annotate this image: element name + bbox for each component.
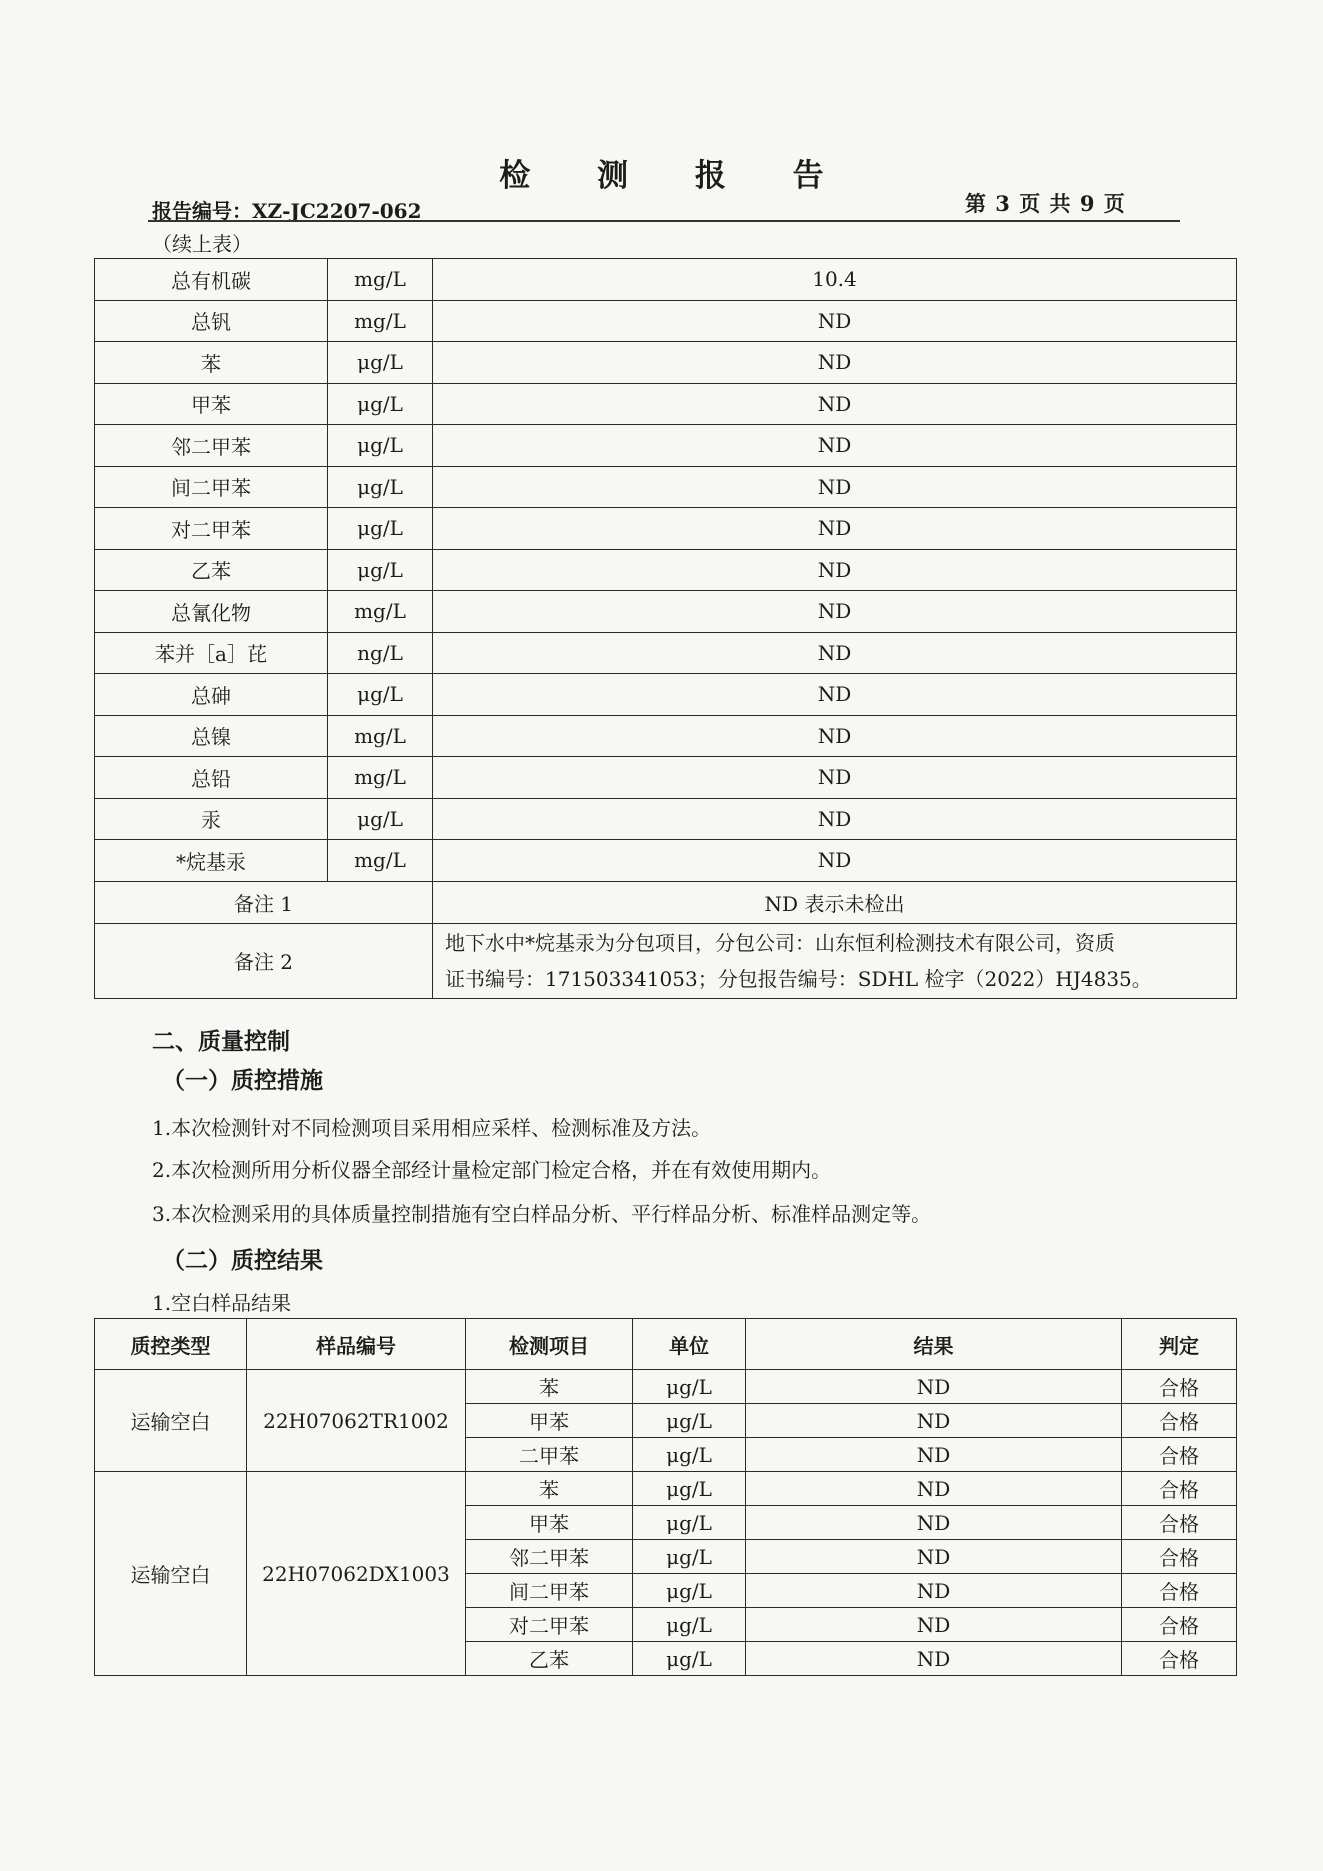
measure-3: 3.本次检测采用的具体质量控制措施有空白样品分析、平行样品分析、标准样品测定等。 <box>152 1202 932 1226</box>
result-cell: ND <box>433 632 1237 674</box>
page-number: 第 3 页 共 9 页 <box>965 191 1126 216</box>
item-cell: 邻二甲苯 <box>95 425 328 467</box>
result-cell: ND <box>433 798 1237 840</box>
qc-type-cell: 运输空白 <box>95 1370 247 1472</box>
table-row <box>95 466 1237 508</box>
result-cell: ND <box>433 591 1237 633</box>
unit-cell: μg/L <box>328 383 433 425</box>
item-cell: 间二甲苯 <box>466 1574 633 1608</box>
measure-1: 1.本次检测针对不同检测项目采用相应采样、检测标准及方法。 <box>152 1116 712 1140</box>
qc-table <box>94 1318 1237 1676</box>
verdict-cell: 合格 <box>1122 1608 1237 1642</box>
note2-text <box>433 923 1237 998</box>
note1-text: ND 表示未检出 <box>433 881 1237 923</box>
result-cell: ND <box>433 466 1237 508</box>
item-cell: 苯 <box>466 1370 633 1404</box>
col-header-unit: 单位 <box>633 1319 746 1370</box>
unit-cell: μg/L <box>633 1574 746 1608</box>
result-cell: ND <box>433 549 1237 591</box>
result-cell: ND <box>746 1472 1122 1506</box>
table-row <box>95 342 1237 384</box>
qc-type-cell: 运输空白 <box>95 1472 247 1676</box>
item-cell: 对二甲苯 <box>466 1608 633 1642</box>
table-row <box>95 840 1237 882</box>
verdict-cell: 合格 <box>1122 1404 1237 1438</box>
section-quality-control: 二、质量控制 <box>152 1028 290 1055</box>
blank-sample-title: 1.空白样品结果 <box>152 1291 292 1315</box>
item-cell: 间二甲苯 <box>95 466 328 508</box>
report-title: 检 测 报 告 <box>499 158 852 194</box>
item-cell: 邻二甲苯 <box>466 1540 633 1574</box>
result-cell: ND <box>433 757 1237 799</box>
section-qc-measures: （一）质控措施 <box>162 1067 323 1094</box>
unit-cell: mg/L <box>328 591 433 633</box>
verdict-cell: 合格 <box>1122 1574 1237 1608</box>
col-header-item: 检测项目 <box>466 1319 633 1370</box>
item-cell: 对二甲苯 <box>95 508 328 550</box>
item-cell: 二甲苯 <box>466 1438 633 1472</box>
table-row <box>95 508 1237 550</box>
unit-cell: μg/L <box>633 1506 746 1540</box>
note1-row <box>95 881 1237 923</box>
table-row <box>95 798 1237 840</box>
unit-cell: μg/L <box>328 466 433 508</box>
qc-header-row <box>95 1319 1237 1370</box>
item-cell: 甲苯 <box>95 383 328 425</box>
result-cell: ND <box>433 508 1237 550</box>
result-cell: ND <box>746 1540 1122 1574</box>
unit-cell: μg/L <box>633 1540 746 1574</box>
sample-no-cell: 22H07062DX1003 <box>247 1472 466 1676</box>
unit-cell: mg/L <box>328 300 433 342</box>
unit-cell: mg/L <box>328 715 433 757</box>
table-row <box>95 300 1237 342</box>
item-cell: 乙苯 <box>466 1642 633 1676</box>
result-cell: ND <box>746 1370 1122 1404</box>
col-header-type: 质控类型 <box>95 1319 247 1370</box>
item-cell: 苯并［a］芘 <box>95 632 328 674</box>
table-row <box>95 1370 1237 1404</box>
unit-cell: μg/L <box>328 674 433 716</box>
table-row <box>95 259 1237 301</box>
unit-cell: mg/L <box>328 840 433 882</box>
result-cell: ND <box>433 840 1237 882</box>
sample-no-cell: 22H07062TR1002 <box>247 1370 466 1472</box>
unit-cell: μg/L <box>328 425 433 467</box>
verdict-cell: 合格 <box>1122 1438 1237 1472</box>
item-cell: 总铅 <box>95 757 328 799</box>
item-cell: 总砷 <box>95 674 328 716</box>
table-row <box>95 1472 1237 1506</box>
table-row <box>95 425 1237 467</box>
unit-cell: ng/L <box>328 632 433 674</box>
col-header-sample: 样品编号 <box>247 1319 466 1370</box>
result-cell: ND <box>746 1438 1122 1472</box>
table-row <box>95 757 1237 799</box>
report-number: 报告编号：XZ-JC2207-062 <box>152 199 422 223</box>
results-table <box>94 258 1237 999</box>
result-cell: ND <box>746 1574 1122 1608</box>
result-cell: ND <box>433 425 1237 467</box>
header-divider <box>148 220 1180 222</box>
result-cell: ND <box>433 383 1237 425</box>
verdict-cell: 合格 <box>1122 1370 1237 1404</box>
results-table-body <box>95 259 1237 999</box>
item-cell: 总钒 <box>95 300 328 342</box>
note2-row <box>95 923 1237 998</box>
unit-cell: μg/L <box>633 1438 746 1472</box>
measure-2: 2.本次检测所用分析仪器全部经计量检定部门检定合格，并在有效使用期内。 <box>152 1158 832 1182</box>
result-cell: ND <box>433 674 1237 716</box>
section-qc-results: （二）质控结果 <box>162 1247 323 1274</box>
table-row <box>95 591 1237 633</box>
unit-cell: μg/L <box>633 1608 746 1642</box>
note1-label: 备注 1 <box>95 881 433 923</box>
unit-cell: μg/L <box>633 1370 746 1404</box>
note2-line2: 证书编号：171503341053；分包报告编号：SDHL 检字（2022）HJ4835。 <box>445 966 1152 991</box>
col-header-result: 结果 <box>746 1319 1122 1370</box>
unit-cell: μg/L <box>328 342 433 384</box>
item-cell: 苯 <box>95 342 328 384</box>
table-row <box>95 383 1237 425</box>
verdict-cell: 合格 <box>1122 1540 1237 1574</box>
unit-cell: μg/L <box>328 508 433 550</box>
unit-cell: mg/L <box>328 259 433 301</box>
item-cell: 苯 <box>466 1472 633 1506</box>
table-row <box>95 715 1237 757</box>
col-header-verdict: 判定 <box>1122 1319 1237 1370</box>
result-cell: ND <box>746 1404 1122 1438</box>
unit-cell: μg/L <box>633 1472 746 1506</box>
item-cell: 总有机碳 <box>95 259 328 301</box>
note2-label: 备注 2 <box>95 923 433 998</box>
table-row <box>95 632 1237 674</box>
item-cell: 乙苯 <box>95 549 328 591</box>
result-cell: ND <box>433 342 1237 384</box>
unit-cell: mg/L <box>328 757 433 799</box>
item-cell: 总镍 <box>95 715 328 757</box>
verdict-cell: 合格 <box>1122 1506 1237 1540</box>
verdict-cell: 合格 <box>1122 1472 1237 1506</box>
note2-line1: 地下水中*烷基汞为分包项目，分包公司：山东恒利检测技术有限公司，资质 <box>445 930 1115 955</box>
result-cell: ND <box>433 300 1237 342</box>
result-cell: ND <box>746 1642 1122 1676</box>
unit-cell: μg/L <box>633 1404 746 1438</box>
item-cell: *烷基汞 <box>95 840 328 882</box>
verdict-cell: 合格 <box>1122 1642 1237 1676</box>
item-cell: 甲苯 <box>466 1506 633 1540</box>
item-cell: 汞 <box>95 798 328 840</box>
result-cell: ND <box>746 1506 1122 1540</box>
item-cell: 甲苯 <box>466 1404 633 1438</box>
table-row <box>95 549 1237 591</box>
unit-cell: μg/L <box>328 798 433 840</box>
unit-cell: μg/L <box>633 1642 746 1676</box>
item-cell: 总氰化物 <box>95 591 328 633</box>
table-row <box>95 674 1237 716</box>
unit-cell: μg/L <box>328 549 433 591</box>
result-cell: 10.4 <box>433 259 1237 301</box>
continued-label: （续上表） <box>152 232 252 256</box>
result-cell: ND <box>746 1608 1122 1642</box>
result-cell: ND <box>433 715 1237 757</box>
